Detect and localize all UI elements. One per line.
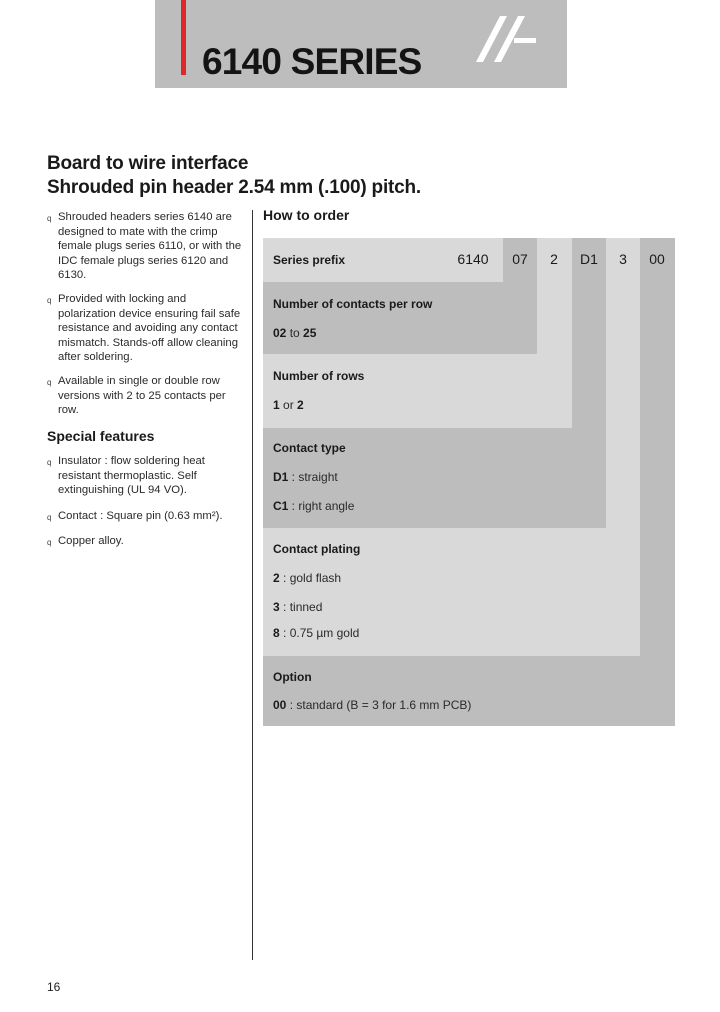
rows-label: Number of rows	[273, 369, 365, 383]
contact-type-option: C1 : right angle	[273, 499, 355, 513]
list-item: q Copper alloy.	[47, 534, 247, 549]
special-features-list	[47, 454, 247, 560]
contacts-range: 02 to 25	[273, 326, 317, 340]
bullet-icon: q	[47, 377, 52, 387]
how-to-order-title: How to order	[263, 207, 350, 223]
list-item: q Shrouded headers series 6140 are designed to mate with the crimp female plugs series 6110, or with the IDC female plugs series 6120 and 6130.	[47, 211, 242, 282]
plating-label: Contact plating	[273, 542, 361, 556]
column-divider	[252, 210, 253, 960]
code-series: 6140	[457, 251, 489, 267]
code-contacts: 07	[512, 251, 528, 267]
option-standard: 00 : standard (B = 3 for 1.6 mm PCB)	[273, 698, 472, 712]
code-plating: 3	[619, 251, 627, 267]
option-label: Option	[273, 670, 312, 684]
option-block	[263, 656, 675, 726]
contacts-block	[263, 282, 537, 354]
list-item: q Contact : Square pin (0.63 mm²).	[47, 509, 247, 524]
bullet-icon: q	[47, 538, 52, 548]
description-list	[47, 210, 247, 427]
list-item: q Available in single or double row versions with 2 to 25 contacts per row.	[47, 374, 226, 417]
header-accent-bar	[181, 0, 186, 75]
rows-block	[263, 354, 572, 428]
company-logo-icon	[474, 14, 540, 74]
heading-line-2: Shrouded pin header 2.54 mm (.100) pitch.	[47, 177, 421, 198]
page-heading	[47, 152, 421, 200]
bullet-icon: q	[47, 458, 52, 467]
code-option: 00	[649, 251, 665, 267]
code-bar-option	[640, 238, 675, 726]
bullet-icon: q	[47, 214, 52, 223]
list-item: q Insulator : flow soldering heat resistant thermoplastic. Self extinguishing (UL 94 VO).	[47, 455, 205, 497]
plating-option: 3 : tinned	[273, 600, 323, 614]
heading-line-1: Board to wire interface	[47, 153, 249, 174]
special-features-title: Special features	[47, 428, 155, 444]
series-prefix-label: Series prefix	[273, 253, 346, 267]
contact-type-label: Contact type	[273, 441, 346, 455]
plating-option: 8 : 0.75 µm gold	[273, 626, 360, 640]
page-number: 16	[47, 980, 61, 994]
series-title: 6140 SERIES	[202, 41, 422, 82]
bullet-icon: q	[47, 512, 52, 522]
code-contact-type: D1	[580, 251, 598, 267]
contact-type-option: D1 : straight	[273, 470, 338, 484]
code-rows: 2	[550, 251, 558, 267]
bullet-icon: q	[47, 295, 52, 305]
rows-range: 1 or 2	[273, 398, 304, 412]
list-item: q Provided with locking and polarization device ensuring fail safe resistance and avoiding any contact mismatch. Stands-off allow cleaning after soldering.	[47, 292, 241, 364]
plating-option: 2 : gold flash	[273, 571, 342, 585]
contacts-label: Number of contacts per row	[273, 297, 433, 311]
